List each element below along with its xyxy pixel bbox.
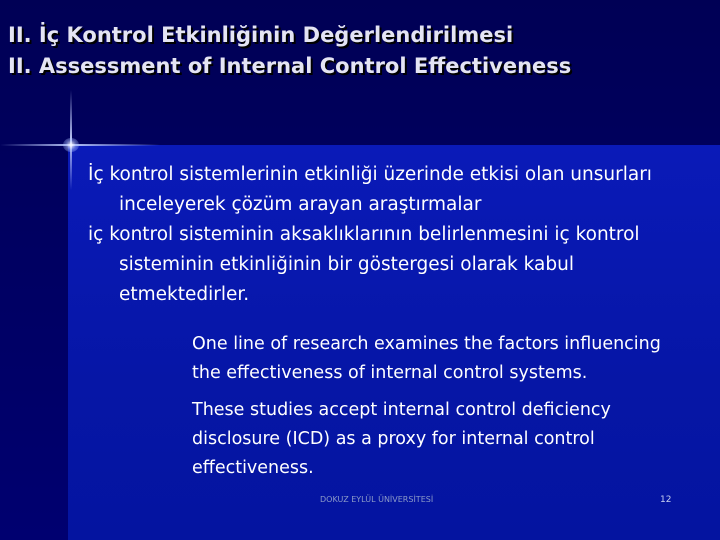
english-paragraph: One line of research examines the factors influencing the effectiveness of internal control systems.: [192, 334, 661, 383]
title-english: II. Assessment of Internal Control Effectiveness: [8, 54, 572, 78]
bullet-item: iç kontrol sisteminin aksaklıklarının belirlenmesini iç kontrol sisteminin etkinliğinin bir göstergesi olarak kabul etmektedirler.: [88, 224, 640, 305]
bullet-item: İç kontrol sistemlerinin etkinliği üzerinde etkisi olan unsurları inceleyerek çözüm arayan araştırmalar: [88, 164, 652, 215]
footer-text: DOKUZ EYLÜL ÜNİVERSİTESİ: [320, 495, 434, 504]
sparkle-horizontal-ray: [0, 144, 160, 146]
slide-title: [8, 20, 571, 82]
page-number: 12: [660, 495, 672, 505]
title-turkish: II. İç Kontrol Etkinliğinin Değerlendirilmesi: [8, 23, 514, 47]
english-text-block: [192, 330, 662, 491]
english-paragraph: These studies accept internal control deficiency disclosure (ICD) as a proxy for internal control effectiveness.: [192, 400, 611, 478]
sparkle-star-icon: [63, 138, 79, 152]
turkish-bullet-list: [88, 160, 688, 310]
